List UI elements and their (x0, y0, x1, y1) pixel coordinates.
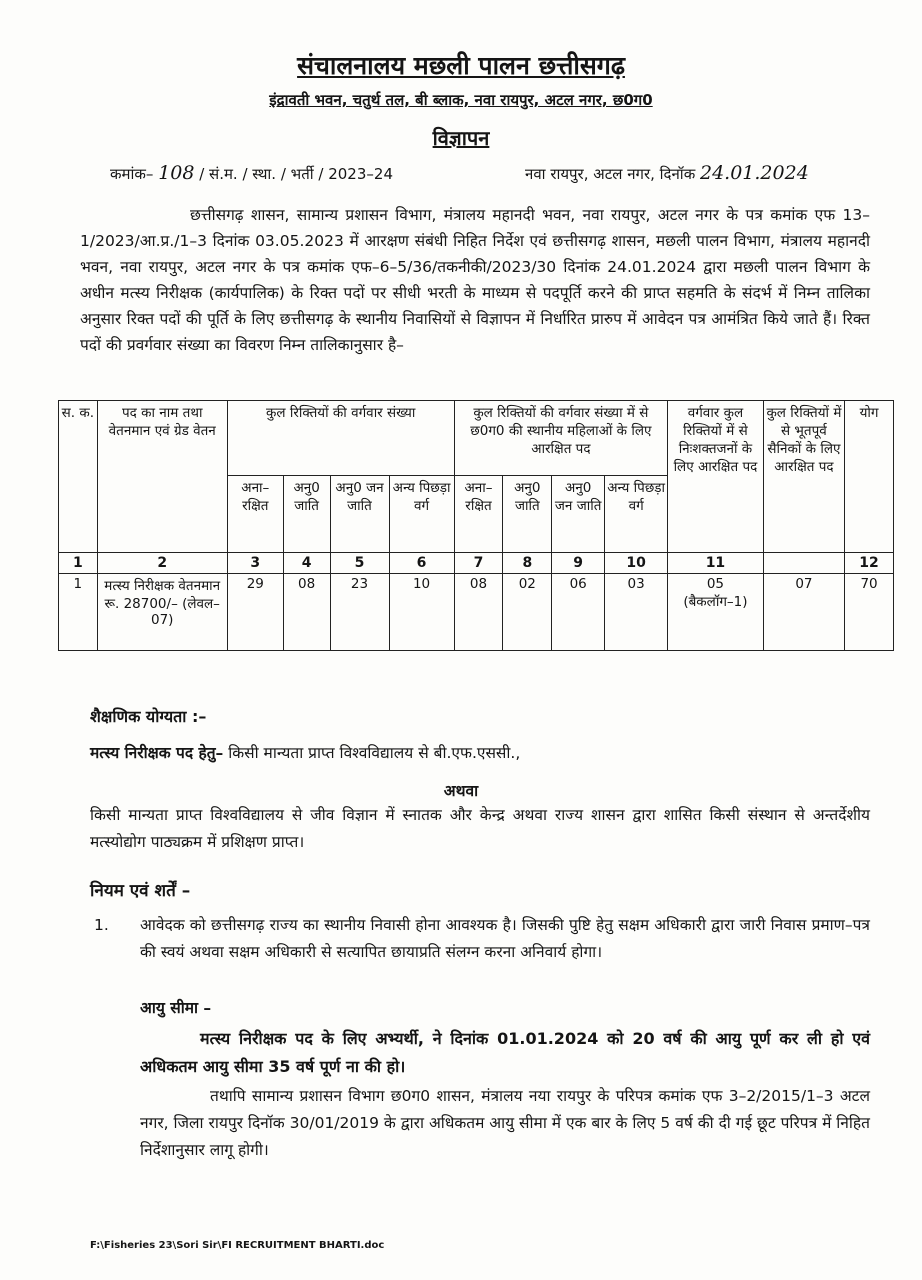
header-total-vacancies: कुल रिक्तियों की वर्गवार संख्या (227, 401, 454, 476)
age-heading: आयु सीमा – (140, 999, 212, 1017)
row-value: 06 (552, 574, 605, 651)
column-number-row (59, 553, 894, 574)
notice-heading: विज्ञापन (432, 126, 490, 150)
column-number: 5 (330, 553, 389, 574)
column-number: 10 (605, 553, 668, 574)
header-disabled-reserved: वर्गवार कुल रिक्तियों में से निःशक्तजनों के लिए आरक्षित पद (668, 401, 764, 553)
column-number: 12 (845, 553, 894, 574)
row-value: 08 (283, 574, 330, 651)
row-post: मत्स्य निरीक्षक वेतनमान रू. 28700/– (लेवल–07) (97, 574, 227, 651)
handwritten-number: 108 (158, 162, 195, 184)
column-number: 8 (503, 553, 552, 574)
qualification-text1: किसी मान्यता प्राप्त विश्वविद्यालय से बी.एफ.एससी., (228, 744, 521, 762)
table-row (59, 574, 894, 651)
office-address: इंद्रावती भवन, चतुर्थ तल, बी ब्लाक, नवा रायपुर, अटल नगर, छ0ग0 (269, 91, 653, 109)
file-path-footer: F:\Fisheries 23\Sori Sir\FI RECRUITMENT BHARTI.doc (90, 1240, 385, 1251)
header-total: योग (845, 401, 894, 553)
qualification-line (90, 740, 880, 767)
row-disabled (668, 574, 764, 651)
subheader-cell: अनु0 जन जाति (330, 476, 389, 553)
column-number: 11 (668, 553, 764, 574)
intro-paragraph: छत्तीसगढ़ शासन, सामान्य प्रशासन विभाग, मंत्रालय महानदी भवन, नवा रायपुर, अटल नगर के पत्र कमांक एफ 13–1/2023/आ.प्र./1–3 दिनांक 03.05.2023 में आरक्षण संबंधी निहित निर्देश एवं छत्तीसगढ़ शासन, मछली पालन विभाग, मंत्रालय महानदी भवन, नवा रायपुर, अटल नगर के पत्र कमांक एफ–6–5/36/तकनीकी/2023/30 दिनांक 24.01.2024 द्वारा मछली पालन विभाग के अधीन मत्स्य निरीक्षक (कार्यपालिक) के रिक्त पदों पर सीधी भरती के माध्यम से पदपूर्ति करने की प्राप्त सहमति के संदर्भ में निम्न तालिका अनुसार रिक्त पदों की पूर्ति के लिए छत्तीसगढ़ के स्थानीय निवासियों से विज्ञापन में निर्धारित प्रारुप में आवेदन पत्र आमंत्रित किये जाते हैं। रिक्त पदों की प्रवर्गवार संख्या का विवरण निम्न तालिकानुसार है– (80, 206, 870, 354)
qualification-text2: किसी मान्यता प्राप्त विश्वविद्यालय से जीव विज्ञान में स्नातक और केन्द्र अथवा राज्य शासन द्वारा शासित किसी संस्थान से अन्तर्देशीय मत्स्योद्योग पाठ्यक्रम में प्रशिक्षण प्राप्त। (90, 806, 870, 851)
handwritten-date: 24.01.2024 (700, 162, 809, 184)
subheader-cell: अन्य पिछड़ा वर्ग (605, 476, 668, 553)
reference-number: कमांक– 108 / सं.म. / स्था. / भर्ती / 2023–24 (110, 162, 393, 184)
header-sno: स. क. (59, 401, 98, 553)
header-exservice-reserved: कुल रिक्तियों में से भूतपूर्व सैनिकों के लिए आरक्षित पद (763, 401, 844, 553)
age-relaxation-text: तथापि सामान्य प्रशासन विभाग छ0ग0 शासन, मंत्रालय नया रायपुर के परिपत्र कमांक एफ 3–2/2015/1–3 अटल नगर, जिला रायपुर दिनॉक 30/01/2019 के द्वारा अधिकतम आयु सीमा में एक बार के लिए 5 वर्ष की दी गई छूट परिपत्र में निहित निर्देशानुसार लागू होगी। (140, 1087, 870, 1159)
row-total: 70 (845, 574, 894, 651)
qualification-heading: शैक्षणिक योग्यता :– (90, 707, 207, 726)
or-text: अथवा (443, 782, 479, 800)
column-number (763, 553, 844, 574)
age-limit-text: मत्स्य निरीक्षक पद के लिए अभ्यर्थी, ने दिनांक 01.01.2024 को 20 वर्ष की आयु पूर्ण कर ली हो एवं अधिकतम आयु सीमा 35 वर्ष पूर्ण ना की हो। (140, 1029, 870, 1076)
column-number: 2 (97, 553, 227, 574)
place-date: नवा रायपुर, अटल नगर, दिनॉक 24.01.2024 (525, 162, 809, 184)
column-number: 1 (59, 553, 98, 574)
office-title: संचालनालय मछली पालन छत्तीसगढ़ (297, 51, 625, 80)
header-women-reserved: कुल रिक्तियों की वर्गवार संख्या में से छ0ग0 की स्थानीय महिलाओं के लिए आरक्षित पद (454, 401, 668, 476)
column-number: 6 (389, 553, 454, 574)
column-number: 4 (283, 553, 330, 574)
row-sno: 1 (59, 574, 98, 651)
row-value: 03 (605, 574, 668, 651)
rules-heading: नियम एवं शर्तें – (90, 881, 191, 901)
subheader-cell: अनु0 जाति (503, 476, 552, 553)
vacancy-table (58, 400, 894, 651)
subheader-cell: अनु0 जन जाति (552, 476, 605, 553)
rule-item-text: आवेदक को छत्तीसगढ़ राज्य का स्थानीय निवासी होना आवश्यक है। जिसकी पुष्टि हेतु सक्षम अधिकारी द्वारा जारी निवास प्रमाण–पत्र की स्वयं अथवा सक्षम अधिकारी से सत्यापित छायाप्रति संलग्न करना अनिवार्य होगा। (140, 916, 870, 961)
row-value: 23 (330, 574, 389, 651)
row-value: 02 (503, 574, 552, 651)
subheader-cell: अनु0 जाति (283, 476, 330, 553)
subheader-cell: अन्य पिछड़ा वर्ग (389, 476, 454, 553)
row-disabled-value: 05 (706, 576, 725, 592)
row-disabled-note: (बैकलॉग–1) (683, 594, 748, 610)
column-number: 9 (552, 553, 605, 574)
subheader-cell: अना– रक्षित (227, 476, 283, 553)
qualification-label: मत्स्य निरीक्षक पद हेतु– (90, 744, 224, 762)
row-exservice: 07 (763, 574, 844, 651)
subheader-cell: अना– रक्षित (454, 476, 503, 553)
row-value: 08 (454, 574, 503, 651)
column-number: 3 (227, 553, 283, 574)
table-header-row (59, 401, 894, 476)
row-value: 29 (227, 574, 283, 651)
header-post: पद का नाम तथा वेतनमान एवं ग्रेड वेतन (97, 401, 227, 553)
rule-number: 1. (94, 916, 109, 934)
row-value: 10 (389, 574, 454, 651)
column-number: 7 (454, 553, 503, 574)
